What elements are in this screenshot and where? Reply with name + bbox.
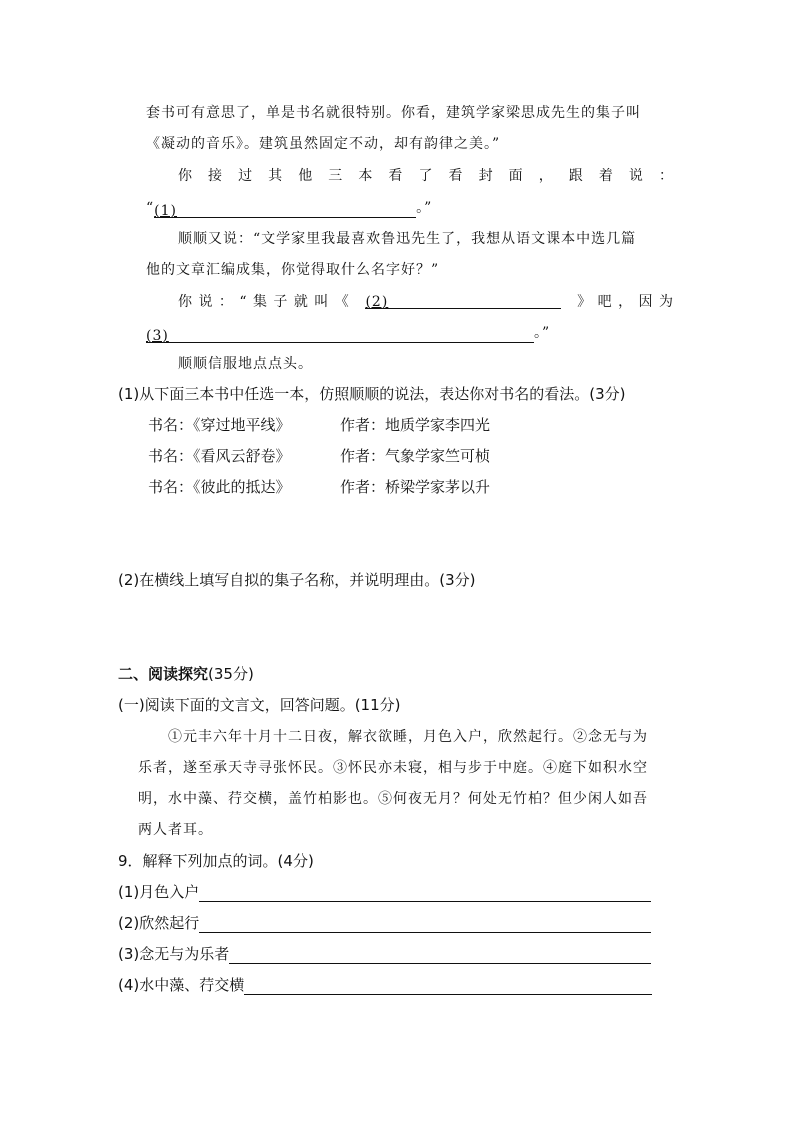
story-line-4: [146, 198, 432, 218]
q9-item-3-label: (3)念无与为乐者: [118, 945, 230, 963]
q9-item-2-label: (2)欣然起行: [118, 914, 200, 932]
q9-item-2: [118, 913, 651, 933]
answer-blank-1[interactable]: [154, 201, 416, 218]
q9-answer-line-1[interactable]: [199, 885, 651, 902]
close-quote: 。”: [416, 200, 433, 216]
q9-answer-line-2[interactable]: [199, 916, 651, 933]
story-line-3: 你 接 过 其 他 三 本 看 了 看 封 面 ， 跟 着 说 ：: [178, 168, 674, 184]
q9-answer-line-3[interactable]: [229, 947, 651, 964]
story-line-8: [146, 323, 550, 343]
subsection-1-heading: (一)阅读下面的文言文，回答问题。(11分): [118, 696, 401, 714]
answer-blank-3[interactable]: [146, 326, 534, 343]
book-author-3: 作者：桥梁学家茅以升: [340, 478, 491, 496]
blank-number-2: (2): [365, 294, 389, 310]
story-line-6: 他的文章汇编成集，你觉得取什么名字好？”: [146, 262, 440, 278]
passage-line-1: ①元丰六年十月十二日夜，解衣欲睡，月色入户，欣然起行。②念无与为: [168, 729, 648, 745]
passage-line-2: 乐者，遂至承天寺寻张怀民。③怀民亦未寝，相与步于中庭。④庭下如积水空: [138, 760, 648, 776]
passage-line-4: 两人者耳。: [138, 822, 213, 838]
you-say-text: 你 说 ： “ 集 子 就 叫 《: [178, 294, 350, 310]
book-title-1: 书名：《穿过地平线》: [148, 416, 291, 434]
section-2-title: 二、阅读探究: [118, 665, 209, 683]
blank-number-3: (3): [146, 328, 169, 344]
story-line-2: 《凝动的音乐》。建筑虽然固定不动，却有韵律之美。”: [146, 136, 501, 152]
book-author-1: 作者：地质学家李四光: [340, 416, 491, 434]
book-author-2: 作者：气象学家竺可桢: [340, 447, 491, 465]
story-line-9: 顺顺信服地点点头。: [178, 356, 313, 372]
passage-line-3: 明，水中藻、荇交横，盖竹柏影也。⑤何夜无月？何处无竹柏？但少闲人如吾: [138, 791, 648, 807]
because-text: 》 吧 ， 因 为: [577, 294, 674, 310]
open-quote: “: [146, 200, 155, 216]
section-2-score: (35分): [208, 665, 254, 683]
question-1-prompt: (1)从下面三本书中任选一本，仿照顺顺的说法，表达你对书名的看法。(3分): [118, 385, 626, 403]
question-2-prompt: (2)在横线上填写自拟的集子名称，并说明理由。(3分): [118, 571, 476, 589]
q9-item-4-label: (4)水中藻、荇交横: [118, 976, 245, 994]
q9-item-4: [118, 975, 652, 995]
story-line-5: 顺顺又说：“文学家里我最喜欢鲁迅先生了，我想从语文课本中选几篇: [178, 231, 637, 247]
book-title-3: 书名：《彼此的抵达》: [148, 478, 291, 496]
section-2-heading: [118, 664, 254, 684]
close-quote-2: 。”: [534, 325, 551, 341]
answer-blank-2[interactable]: [365, 292, 561, 309]
q9-item-1-label: (1)月色入户: [118, 883, 200, 901]
q9-item-1: [118, 882, 651, 902]
story-line-7: [178, 292, 674, 312]
q9-item-3: [118, 944, 651, 964]
q9-answer-line-4[interactable]: [244, 978, 652, 995]
blank-number-1: (1): [154, 203, 178, 219]
book-title-2: 书名：《看风云舒卷》: [148, 447, 291, 465]
question-9-prompt: 9．解释下列加点的词。(4分): [118, 852, 314, 870]
story-line-1: 套书可有意思了，单是书名就很特别。你看，建筑学家梁思成先生的集子叫: [146, 105, 641, 121]
